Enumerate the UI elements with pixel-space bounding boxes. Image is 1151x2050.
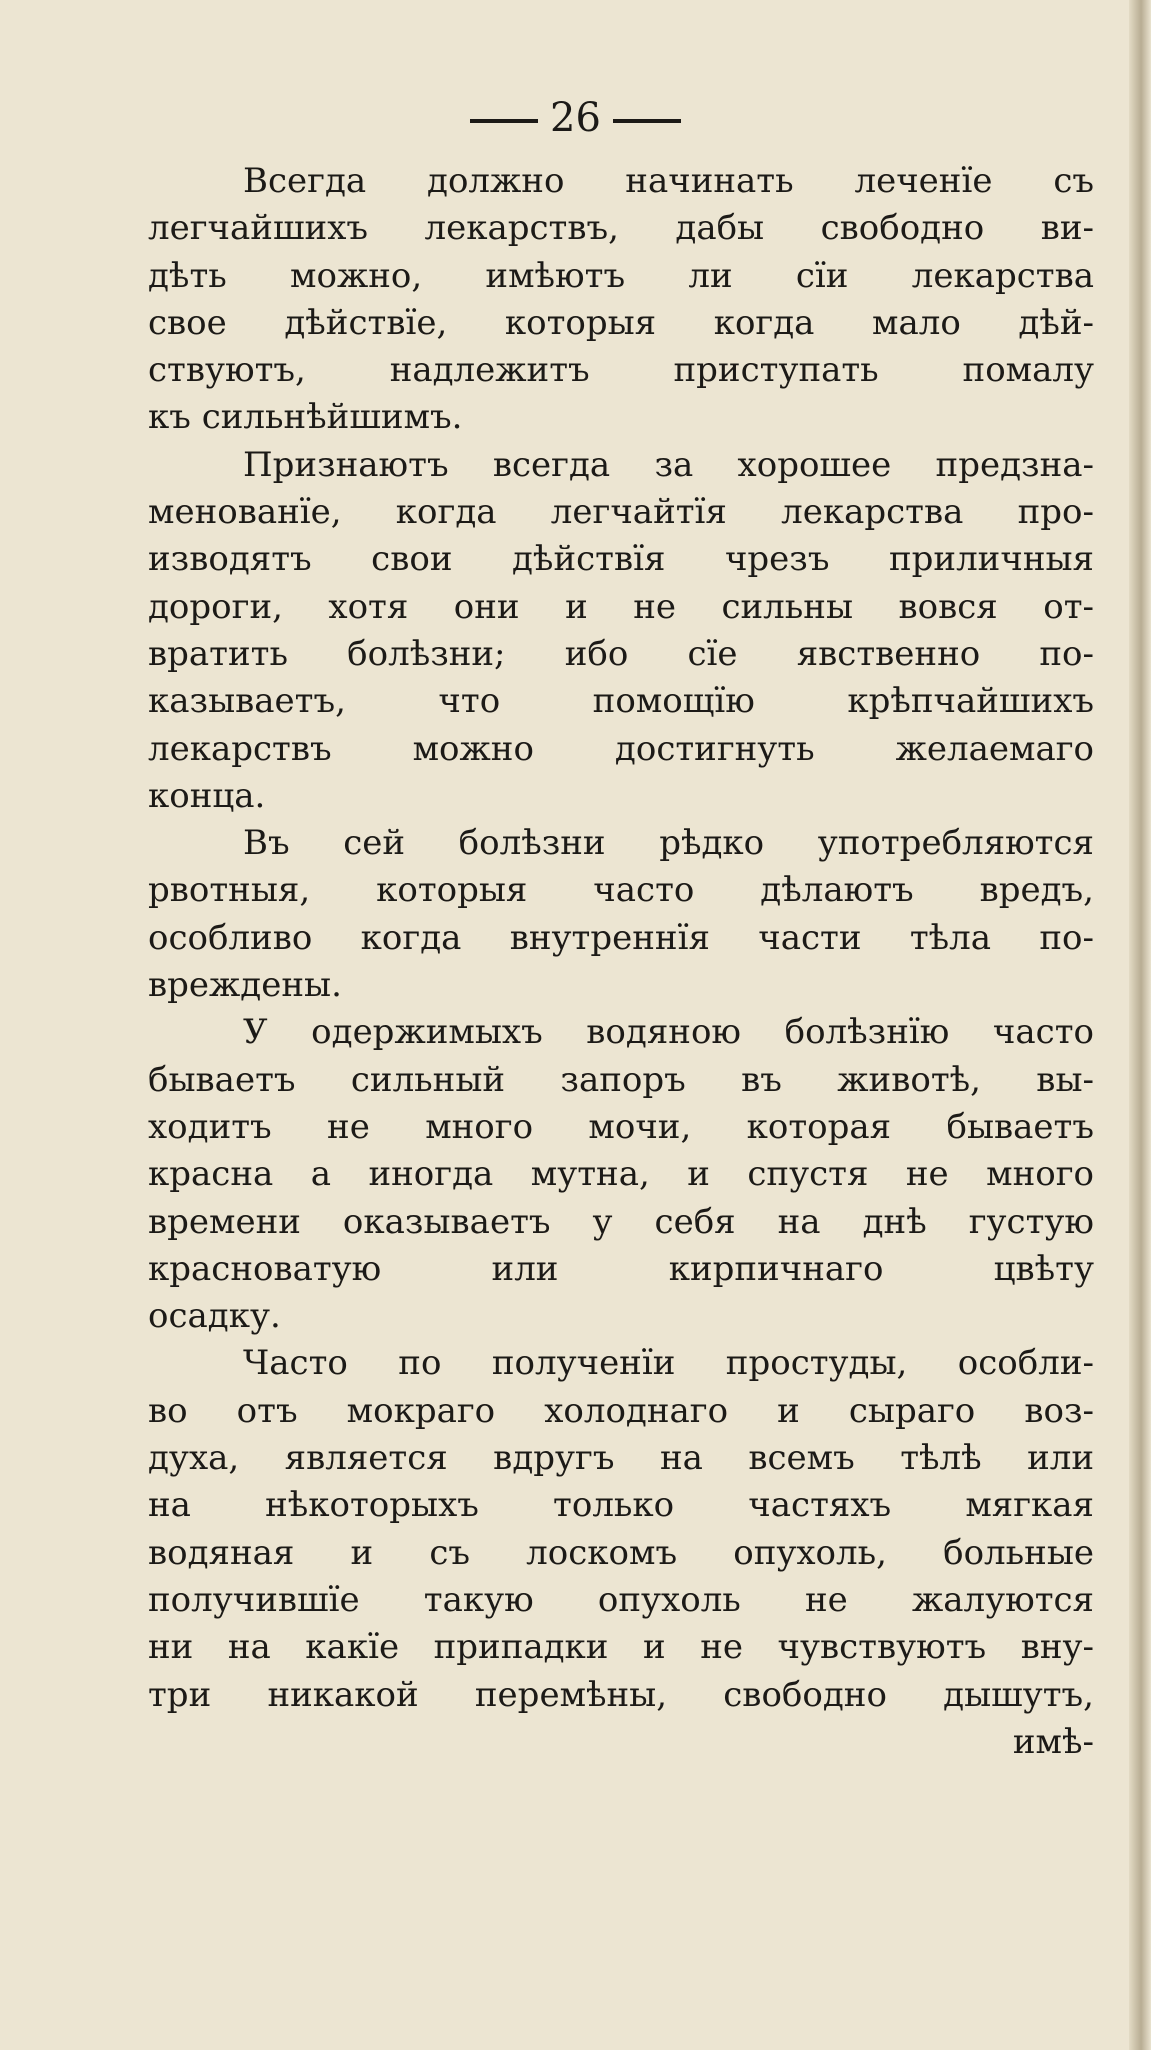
text-line: ходитъ не много мочи, которая бываетъ	[148, 1106, 1094, 1147]
header-dash-left	[470, 119, 538, 123]
text-line: особливо когда внутреннїя части тѣла по-	[148, 917, 1094, 958]
text-line: Часто по полученїи простуды, особли-	[243, 1343, 1094, 1384]
text-line: красна а иногда мутна, и спустя не много	[148, 1154, 1094, 1195]
text-line: во отъ мокраго холоднаго и сыраго воз-	[148, 1390, 1094, 1431]
text-line: менованїе, когда легчайтїя лекарства про-	[148, 492, 1094, 533]
text-line: свое дѣйствїе, которыя когда мало дѣй-	[148, 302, 1094, 343]
text-line: рвотныя, которыя часто дѣлаютъ вредъ,	[148, 870, 1094, 911]
text-line: казываетъ, что помощїю крѣпчайшихъ	[148, 681, 1094, 722]
text-line: конца.	[148, 775, 266, 816]
text-line: красноватую или кирпичнаго цвѣту	[148, 1248, 1094, 1289]
text-line: на нѣкоторыхъ только частяхъ мягкая	[148, 1485, 1094, 1526]
text-line: духа, является вдругъ на всемъ тѣлѣ или	[148, 1438, 1094, 1479]
text-line: ни на какїе припадки и не чувствуютъ вну-	[148, 1627, 1094, 1668]
text-line: ствуютъ, надлежитъ приступать помалу	[148, 350, 1094, 391]
text-line: получившїе такую опухоль не жалуются	[148, 1579, 1094, 1620]
text-line: Признаютъ всегда за хорошее предзна-	[243, 444, 1094, 485]
text-line: къ сильнѣйшимъ.	[148, 397, 463, 438]
page-header	[0, 88, 1151, 148]
text-line: дороги, хотя они и не сильны вовся от-	[148, 586, 1094, 627]
text-line: времени оказываетъ у себя на днѣ густую	[148, 1201, 1094, 1242]
text-line: Всегда должно начинать леченїе съ	[243, 161, 1094, 201]
header-dash-right	[613, 119, 681, 123]
text-line: три никакой перемѣны, свободно дышутъ,	[148, 1674, 1094, 1715]
text-line: вратить болѣзни; ибо сїе явственно по-	[148, 633, 1094, 674]
body-text	[148, 158, 1094, 1766]
text-line: осадку.	[148, 1296, 281, 1337]
page-edge	[1129, 0, 1151, 2050]
text-line: дѣть можно, имѣютъ ли сїи лекарства	[148, 255, 1094, 296]
text-line: У одержимыхъ водяною болѣзнїю часто	[243, 1012, 1094, 1053]
text-line: легчайшихъ лекарствъ, дабы свободно ви-	[148, 208, 1094, 249]
text-line: Въ сей болѣзни рѣдко употребляются	[243, 823, 1094, 864]
page-number: 26	[550, 95, 601, 141]
text-line: водяная и съ лоскомъ опухоль, больные	[148, 1532, 1094, 1573]
text-line: лекарствъ можно достигнуть желаемаго	[148, 728, 1094, 769]
catchword: имѣ-	[1012, 1721, 1094, 1762]
text-line: бываетъ сильный запоръ въ животѣ, вы-	[148, 1059, 1094, 1100]
text-line: изводятъ свои дѣйствїя чрезъ приличныя	[148, 539, 1094, 580]
text-line: вреждены.	[148, 965, 342, 1006]
